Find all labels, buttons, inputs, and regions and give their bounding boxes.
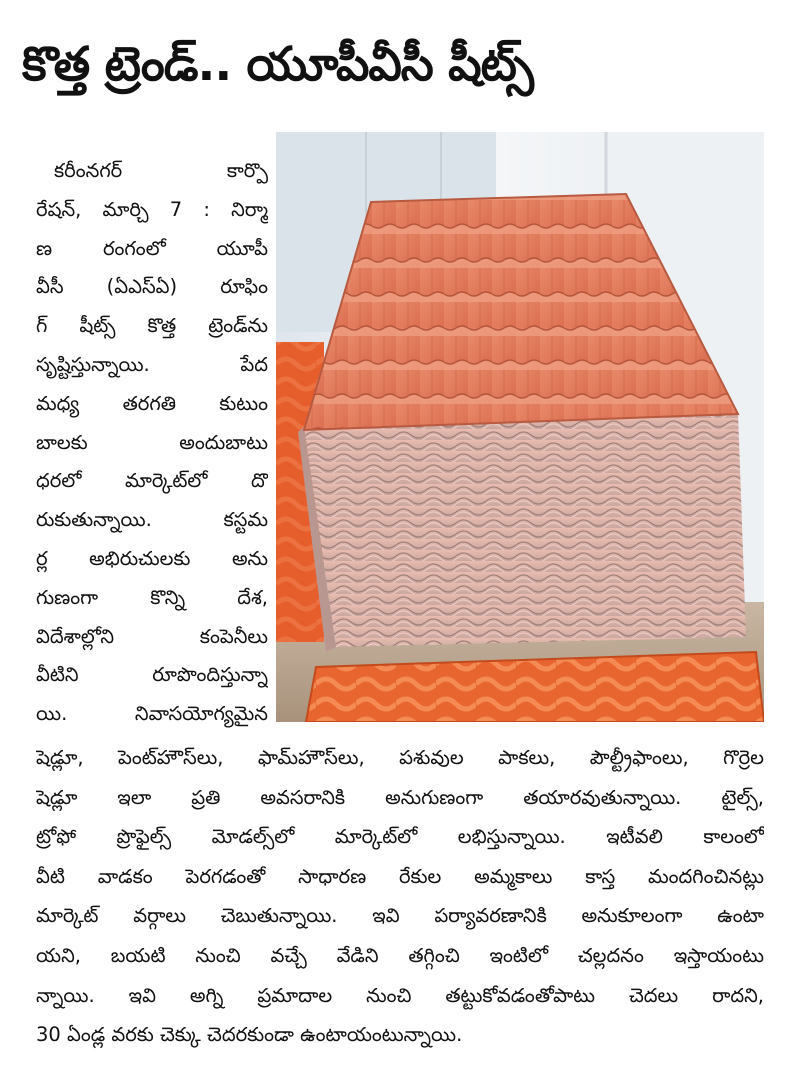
lead-line: సృష్టిస్తున్నాయి. పేద — [36, 352, 268, 376]
body-line: మార్కెట్ వర్గాలు చెబుతున్నాయి. ఇవి పర్యావరణానికి అనుకూలంగా ఉంటా — [36, 904, 764, 928]
lead-line: మధ్య తరగతి కుటుం — [36, 391, 268, 415]
lead-line: ణ రంగంలో యూపీ — [36, 236, 268, 260]
body-line: వీటి వాడకం పెరగడంతో సాధారణ రేకుల అమ్మకాలు కాస్త మందగించినట్లు — [36, 864, 764, 888]
roofing-sheets-photo — [276, 132, 764, 722]
body-line: ట్రోఫో ప్రొఫైల్స్ మోడల్స్‌లో మార్కెట్‌లో లభిస్తున్నాయి. ఇటీవలి కాలంలో — [36, 825, 764, 849]
body-line: యని, బయటి నుంచి వచ్చే వేడిని తగ్గించి ఇంటిలో చల్లదనం ఇస్తాయంటు — [36, 943, 764, 967]
lead-line: రేషన్, మార్చి 7 : నిర్మా — [36, 197, 268, 221]
lead-line: బాలకు అందుబాటు — [36, 430, 268, 454]
lead-line: ర్ల అభిరుచులకు అను — [36, 546, 268, 570]
body-line: న్నాయి. ఇవి అగ్ని ప్రమాదాల నుంచి తట్టుకోవడంతోపాటు చెదలు రాదని, — [36, 983, 764, 1007]
lead-line: వీటిని రూపొందిస్తున్నా — [36, 663, 268, 687]
headline: కొత్త ట్రెండ్.. యూపీవీసీ షీట్స్ — [22, 37, 533, 92]
lead-line: గుణంగా కొన్ని దేశ, — [36, 585, 268, 609]
body-text — [36, 738, 764, 1055]
lead-line: యి. నివాసయోగ్యమైన — [36, 702, 268, 726]
lead-line: కరీంనగర్ కార్పొ — [54, 159, 268, 182]
lead-line: ధరలో మార్కెట్‌లో దొ — [36, 469, 268, 493]
lead-line: వీసీ (ఏఎస్ఏ) రూఫిం — [36, 275, 268, 299]
lead-line: రుకుతున్నాయి. కస్టమ — [36, 508, 268, 532]
body-line: 30 ఏండ్ల వరకు చెక్కు చెదరకుండా ఉంటాయంటున్నాయి. — [36, 1023, 463, 1047]
lead-column — [36, 152, 268, 734]
lead-line: గ్ షీట్స్ కొత్త ట్రెండ్‌ను — [36, 314, 268, 338]
lead-line: విదేశాల్లోని కంపెనీలు — [36, 624, 268, 648]
body-line: షెడ్లూ, పెంట్‌హౌస్‌లు, ఫామ్‌హౌస్‌లు, పశువుల పాకలు, పౌల్ట్రీఫాంలు, గొర్రెల — [36, 746, 764, 769]
body-line: షెడ్లూ ఇలా ప్రతి అవసరానికి అనుగుణంగా తయారవుతున్నాయి. టైల్స్, — [36, 785, 764, 809]
